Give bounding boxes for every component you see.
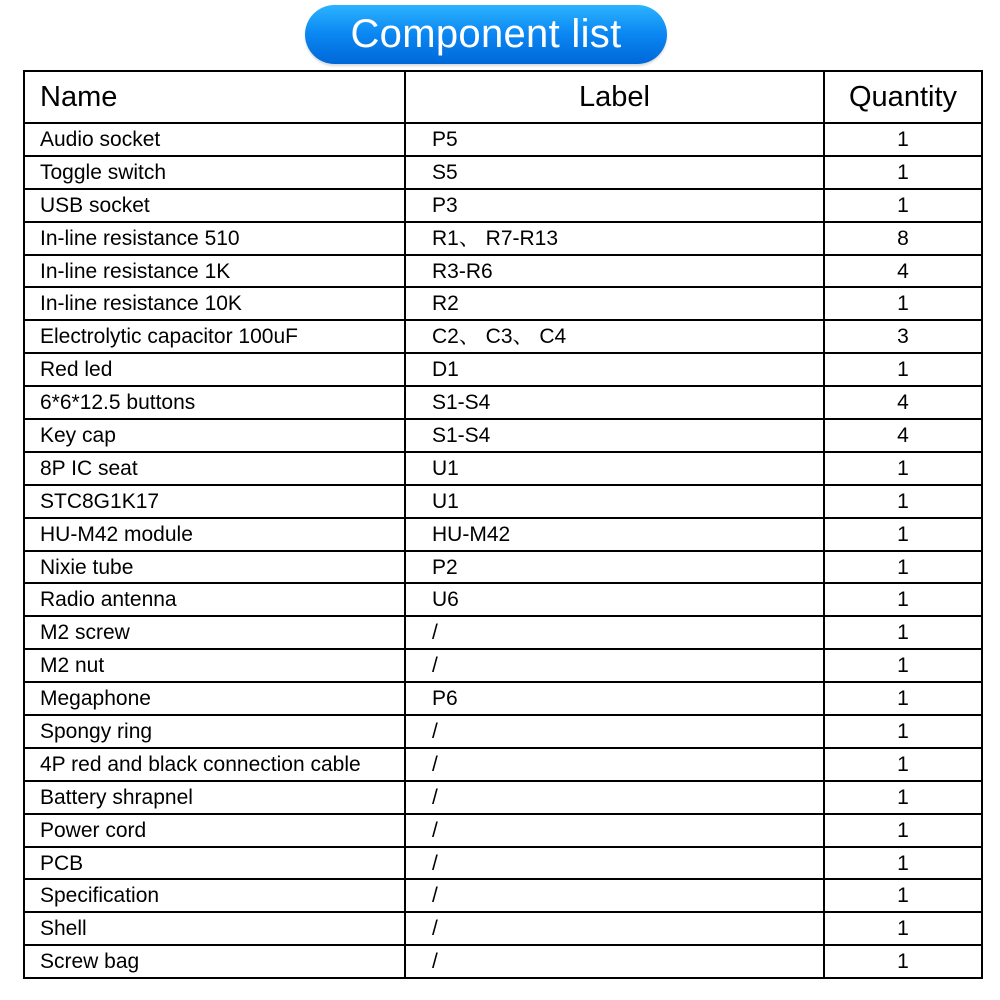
cell-name: Screw bag bbox=[24, 945, 405, 978]
table-row bbox=[24, 255, 982, 288]
cell-quantity: 1 bbox=[824, 814, 982, 847]
cell-name: Nixie tube bbox=[24, 551, 405, 584]
cell-label: R1、 R7-R13 bbox=[405, 222, 824, 255]
cell-quantity: 1 bbox=[824, 912, 982, 945]
cell-label: P5 bbox=[405, 123, 824, 156]
cell-label: S5 bbox=[405, 156, 824, 189]
cell-label: U1 bbox=[405, 485, 824, 518]
cell-label: / bbox=[405, 748, 824, 781]
table-row bbox=[24, 945, 982, 978]
cell-label: / bbox=[405, 649, 824, 682]
cell-name: Battery shrapnel bbox=[24, 781, 405, 814]
cell-quantity: 1 bbox=[824, 518, 982, 551]
table-row bbox=[24, 123, 982, 156]
cell-name: M2 nut bbox=[24, 649, 405, 682]
table-row bbox=[24, 583, 982, 616]
cell-name: Megaphone bbox=[24, 682, 405, 715]
cell-quantity: 1 bbox=[824, 583, 982, 616]
header-quantity: Quantity bbox=[824, 71, 982, 123]
cell-label: C2、 C3、 C4 bbox=[405, 320, 824, 353]
table-row bbox=[24, 419, 982, 452]
cell-quantity: 8 bbox=[824, 222, 982, 255]
cell-quantity: 1 bbox=[824, 189, 982, 222]
table-row bbox=[24, 452, 982, 485]
table-row bbox=[24, 222, 982, 255]
table-row bbox=[24, 156, 982, 189]
table-row bbox=[24, 649, 982, 682]
cell-name: In-line resistance 1K bbox=[24, 255, 405, 288]
table-row bbox=[24, 551, 982, 584]
header-name: Name bbox=[24, 71, 405, 123]
cell-label: / bbox=[405, 715, 824, 748]
cell-quantity: 1 bbox=[824, 452, 982, 485]
cell-quantity: 3 bbox=[824, 320, 982, 353]
header-label: Label bbox=[405, 71, 824, 123]
cell-quantity: 1 bbox=[824, 715, 982, 748]
cell-quantity: 1 bbox=[824, 748, 982, 781]
table-row bbox=[24, 320, 982, 353]
cell-label: / bbox=[405, 879, 824, 912]
cell-label: / bbox=[405, 781, 824, 814]
component-table bbox=[23, 70, 983, 979]
table-row bbox=[24, 353, 982, 386]
cell-quantity: 1 bbox=[824, 287, 982, 320]
cell-label: P2 bbox=[405, 551, 824, 584]
cell-label: D1 bbox=[405, 353, 824, 386]
title-banner bbox=[305, 5, 667, 64]
cell-quantity: 1 bbox=[824, 485, 982, 518]
table-row bbox=[24, 847, 982, 880]
cell-label: / bbox=[405, 616, 824, 649]
cell-quantity: 1 bbox=[824, 945, 982, 978]
table-row bbox=[24, 748, 982, 781]
page-title: Component list bbox=[350, 12, 622, 56]
table-row bbox=[24, 616, 982, 649]
cell-label: S1-S4 bbox=[405, 386, 824, 419]
cell-name: Red led bbox=[24, 353, 405, 386]
cell-name: Key cap bbox=[24, 419, 405, 452]
table-row bbox=[24, 518, 982, 551]
cell-name: Specification bbox=[24, 879, 405, 912]
cell-quantity: 1 bbox=[824, 682, 982, 715]
cell-quantity: 1 bbox=[824, 879, 982, 912]
table-row bbox=[24, 189, 982, 222]
table-header-row bbox=[24, 71, 982, 123]
cell-label: R3-R6 bbox=[405, 255, 824, 288]
cell-label: U1 bbox=[405, 452, 824, 485]
cell-name: M2 screw bbox=[24, 616, 405, 649]
cell-quantity: 4 bbox=[824, 386, 982, 419]
table-body bbox=[24, 123, 982, 978]
cell-label: R2 bbox=[405, 287, 824, 320]
cell-label: P6 bbox=[405, 682, 824, 715]
cell-name: PCB bbox=[24, 847, 405, 880]
cell-name: In-line resistance 10K bbox=[24, 287, 405, 320]
cell-quantity: 1 bbox=[824, 781, 982, 814]
cell-quantity: 4 bbox=[824, 255, 982, 288]
cell-quantity: 1 bbox=[824, 156, 982, 189]
cell-name: In-line resistance 510 bbox=[24, 222, 405, 255]
cell-name: Power cord bbox=[24, 814, 405, 847]
cell-name: STC8G1K17 bbox=[24, 485, 405, 518]
cell-quantity: 1 bbox=[824, 551, 982, 584]
cell-quantity: 1 bbox=[824, 847, 982, 880]
cell-name: Radio antenna bbox=[24, 583, 405, 616]
cell-quantity: 1 bbox=[824, 123, 982, 156]
table-row bbox=[24, 287, 982, 320]
cell-label: / bbox=[405, 847, 824, 880]
cell-label: S1-S4 bbox=[405, 419, 824, 452]
cell-name: HU-M42 module bbox=[24, 518, 405, 551]
table-row bbox=[24, 485, 982, 518]
cell-name: 4P red and black connection cable bbox=[24, 748, 405, 781]
cell-name: Shell bbox=[24, 912, 405, 945]
cell-quantity: 1 bbox=[824, 353, 982, 386]
cell-name: 8P IC seat bbox=[24, 452, 405, 485]
cell-label: HU-M42 bbox=[405, 518, 824, 551]
cell-label: U6 bbox=[405, 583, 824, 616]
cell-label: / bbox=[405, 814, 824, 847]
cell-label: / bbox=[405, 912, 824, 945]
cell-quantity: 4 bbox=[824, 419, 982, 452]
cell-quantity: 1 bbox=[824, 649, 982, 682]
cell-name: Toggle switch bbox=[24, 156, 405, 189]
table-row bbox=[24, 781, 982, 814]
cell-label: / bbox=[405, 945, 824, 978]
table-row bbox=[24, 912, 982, 945]
cell-quantity: 1 bbox=[824, 616, 982, 649]
table-row bbox=[24, 814, 982, 847]
cell-name: USB socket bbox=[24, 189, 405, 222]
table-row bbox=[24, 879, 982, 912]
cell-name: Spongy ring bbox=[24, 715, 405, 748]
cell-name: Audio socket bbox=[24, 123, 405, 156]
table-row bbox=[24, 715, 982, 748]
cell-name: Electrolytic capacitor 100uF bbox=[24, 320, 405, 353]
cell-name: 6*6*12.5 buttons bbox=[24, 386, 405, 419]
table-row bbox=[24, 386, 982, 419]
table-row bbox=[24, 682, 982, 715]
cell-label: P3 bbox=[405, 189, 824, 222]
